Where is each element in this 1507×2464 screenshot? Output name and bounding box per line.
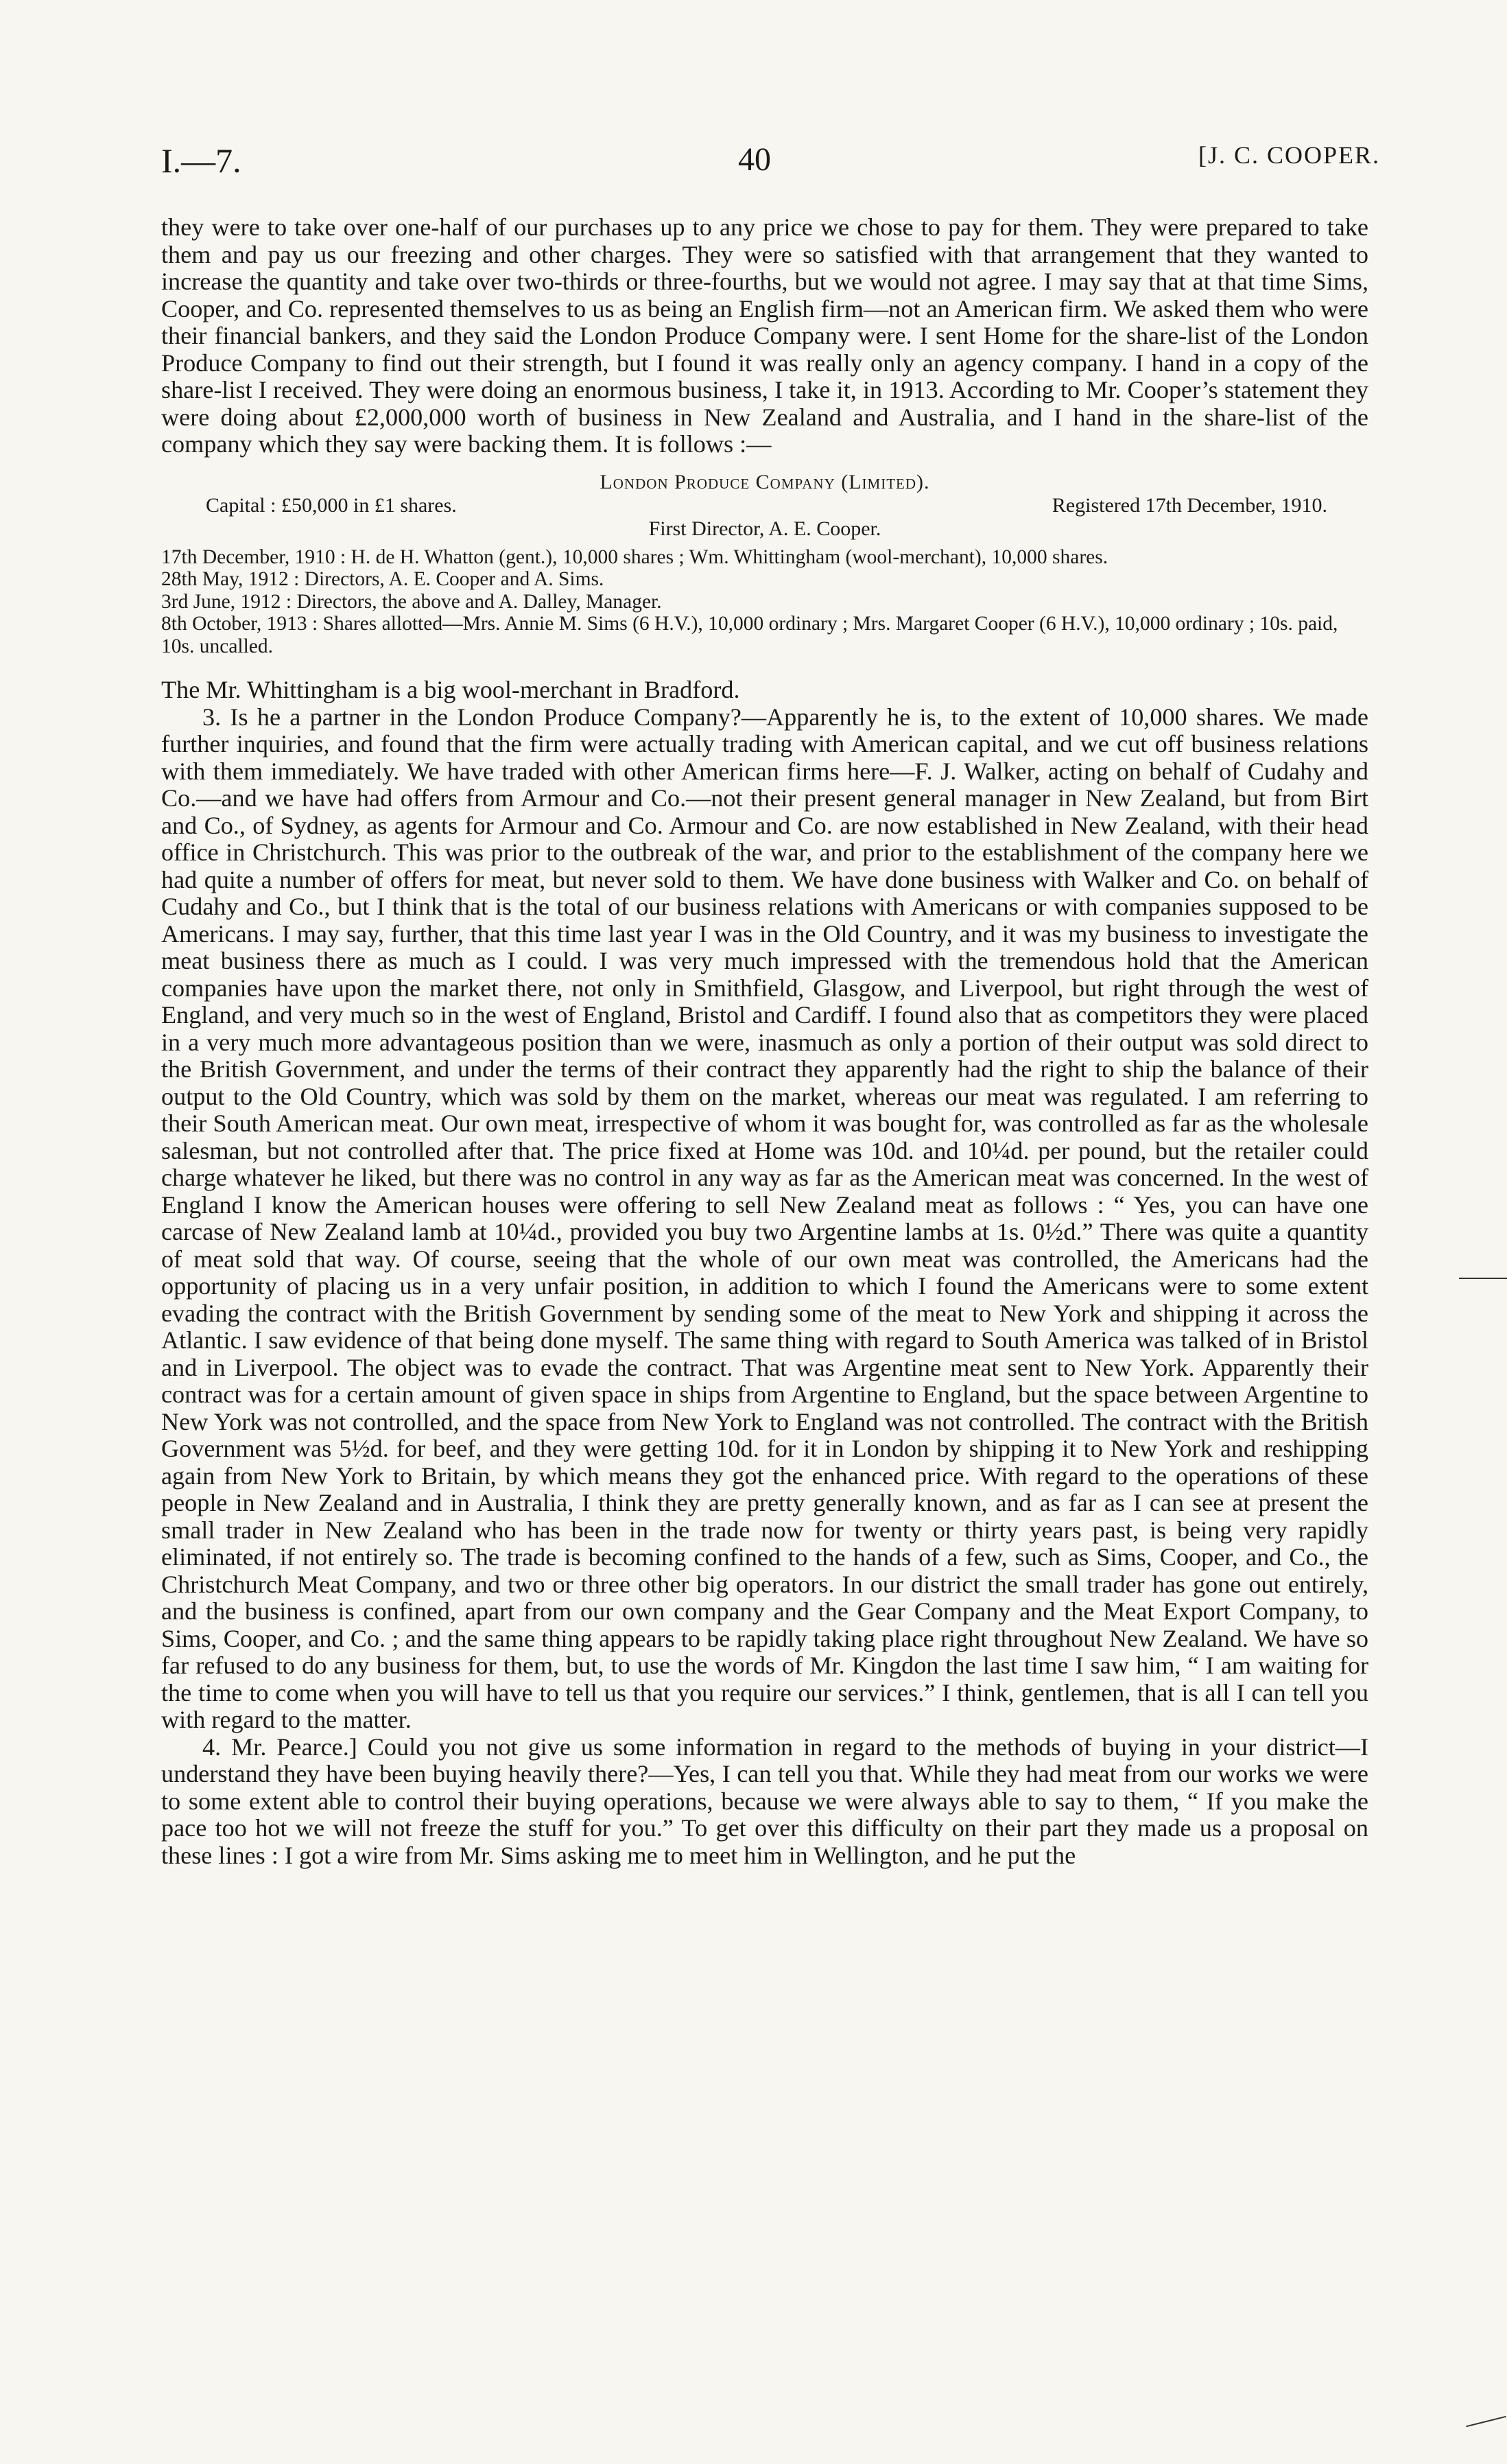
header-witness: [J. C. COOPER.: [1198, 141, 1380, 169]
paragraph-whittingham: The Mr. Whittingham is a big wool-merchant in Bradford.: [161, 676, 740, 703]
share-list-entry: 17th December, 1910 : H. de H. Whatton (gent.), 10,000 shares ; Wm. Whittingham (wool-merchant), 10,000 shares.: [161, 545, 1108, 568]
share-list-entries: [161, 546, 1368, 658]
share-list-registered: Registered 17th December, 1910.: [1052, 493, 1327, 517]
share-list-title: London Produce Company (Limited).: [600, 470, 930, 493]
share-list-entry: 28th May, 1912 : Directors, A. E. Cooper and A. Sims.: [161, 568, 604, 590]
header-reference: I.—7.: [161, 141, 241, 180]
share-list-first-director: First Director, A. E. Cooper.: [648, 517, 881, 540]
share-list-entry: 3rd June, 1912 : Directors, the above and A. Dalley, Manager.: [161, 590, 662, 613]
paragraph-opening: they were to take over one-half of our purchases up to any price we chose to pay for them. They were prepared to take them and pay us our freezing and other charges. They were so satisfied with that arrangement that they wanted to increase the quantity and take over two-thirds or three-fourths, but we would not agree. I may say that at that time Sims, Cooper, and Co. represented themselves to us as being an English firm—not an American firm. We asked them who were their financial bankers, and they said the London Produce Company were. I sent Home for the share-list of the London Produce Company to find out their strength, but I found it was really only an agency company. I hand in a copy of the share-list I received. They were doing an enormous business, I take it, in 1913. According to Mr. Cooper’s statement they were doing about £2,000,000 worth of business in New Zealand and Australia, and I hand in the share-list of the company which they say were backing them. It is follows :—: [161, 213, 1368, 458]
margin-mark: [1459, 1278, 1507, 1282]
paragraph-question-4: 4. Mr. Pearce.] Could you not give us some information in regard to the methods of buying in your district—I understand they have been buying heavily there?—Yes, I can tell you that. While they had meat from our works we were to some extent able to control their buying operations, because we were always able to say to them, “ If you make the pace too hot we will not freeze the stuff for you.” To get over this difficulty on their part they made us a proposal on these lines : I got a wire from Mr. Sims asking me to meet him in Wellington, and he put the: [161, 1733, 1368, 1869]
page-number: 40: [738, 141, 771, 178]
body-column: [161, 214, 1368, 1869]
share-list-capital: Capital : £50,000 in £1 shares.: [206, 493, 457, 517]
paragraph-question-3: 3. Is he a partner in the London Produce Company?—Apparently he is, to the extent of 10,000 shares. We made further inquiries, and found that the firm were actually trading with American capital, and we cut off business relations with them immediately. We have traded with other American firms here—F. J. Walker, acting on behalf of Cudahy and Co.—and we have had offers from Armour and Co.—not their present general manager in New Zealand, but from Birt and Co., of Sydney, as agents for Armour and Co. Armour and Co. are now established in New Zealand, with their head office in Christchurch. This was prior to the outbreak of the war, and prior to the establishment of the company here we had quite a number of offers for meat, but never sold to them. We have done business with Walker and Co. on behalf of Cudahy and Co., but I think that is the total of our business relations with Americans or with companies supposed to be Americans. I may say, further, that this time last year I was in the Old Country, and it was my business to investigate the meat business there as much as I could. I was very much impressed with the tremendous hold that the American companies have upon the market there, not only in Smithfield, Glasgow, and Liverpool, but right through the west of England, and very much so in the west of England, Bristol and Cardiff. I found also that as competitors they were placed in a very much more advantageous position than we were, inasmuch as only a portion of their output was sold direct to the British Government, and under the terms of their contract they apparently had the right to ship the balance of their output to the Old Country, which was sold by them on the market, whereas our meat was regulated. I am referring to their South American meat. Our own meat, irrespective of whom it was bought for, was controlled as far as the wholesale salesman, but not controlled after that. The price fixed at Home was 10d. and 10¼d. per pound, but the retailer could charge whatever he liked, but there was no control in any way as far as the American meat was concerned. In the west of England I know the American houses were offering to sell New Zealand meat as follows : “ Yes, you can have one carcase of New Zealand lamb at 10¼d., provided you buy two Argentine lambs at 1s. 0½d.” There was quite a quantity of meat sold that way. Of course, seeing that the whole of our own meat was controlled, the Americans had the opportunity of placing us in a very unfair position, in addition to which I found the Americans were to some extent evading the contract with the British Government by sending some of the meat to New York and shipping it across the Atlantic. I saw evidence of that being done myself. The same thing with regard to South America was talked of in Bristol and in Liverpool. The object was to evade the contract. That was Argentine meat sent to New York. Apparently their contract was for a certain amount of given space in ships from Argentine to England, but the space between Argentine to New York was not controlled, and the space from New York to England was not controlled. The contract with the British Government was 5½d. for beef, and they were getting 10d. for it in London by shipping it to New York and reshipping again from New York to Britain, by which means they got the enhanced price. With regard to the operations of these people in New Zealand and in Australia, I think they are pretty generally known, and as far as I can see at present the small trader in New Zealand who has been in the trade now for twenty or thirty years past, is being very rapidly eliminated, if not entirely so. The trade is becoming confined to the hands of a few, such as Sims, Cooper, and Co., the Christchurch Meat Company, and two or three other big operators. In our district the small trader has gone out entirely, and the business is confined, apart from our own company and the Gear Company and the Meat Export Company, to Sims, Cooper, and Co. ; and the same thing appears to be rapidly taking place right throughout New Zealand. We have so far refused to do any business for them, but, to use the words of Mr. Kingdon the last time I saw him, “ I am waiting for the time to come when you will have to tell us that you require our services.” I think, gentlemen, that is all I can tell you with regard to the matter.: [161, 703, 1368, 1733]
share-list-heading: [161, 471, 1368, 541]
share-list-entry: 8th October, 1913 : Shares allotted—Mrs. Annie M. Sims (6 H.V.), 10,000 ordinary ; Mrs. Margaret Cooper (6 H.V.), 10,000 ordinary ; 10s. paid, 10s. uncalled.: [161, 613, 1338, 657]
margin-mark: [1466, 2416, 1507, 2430]
